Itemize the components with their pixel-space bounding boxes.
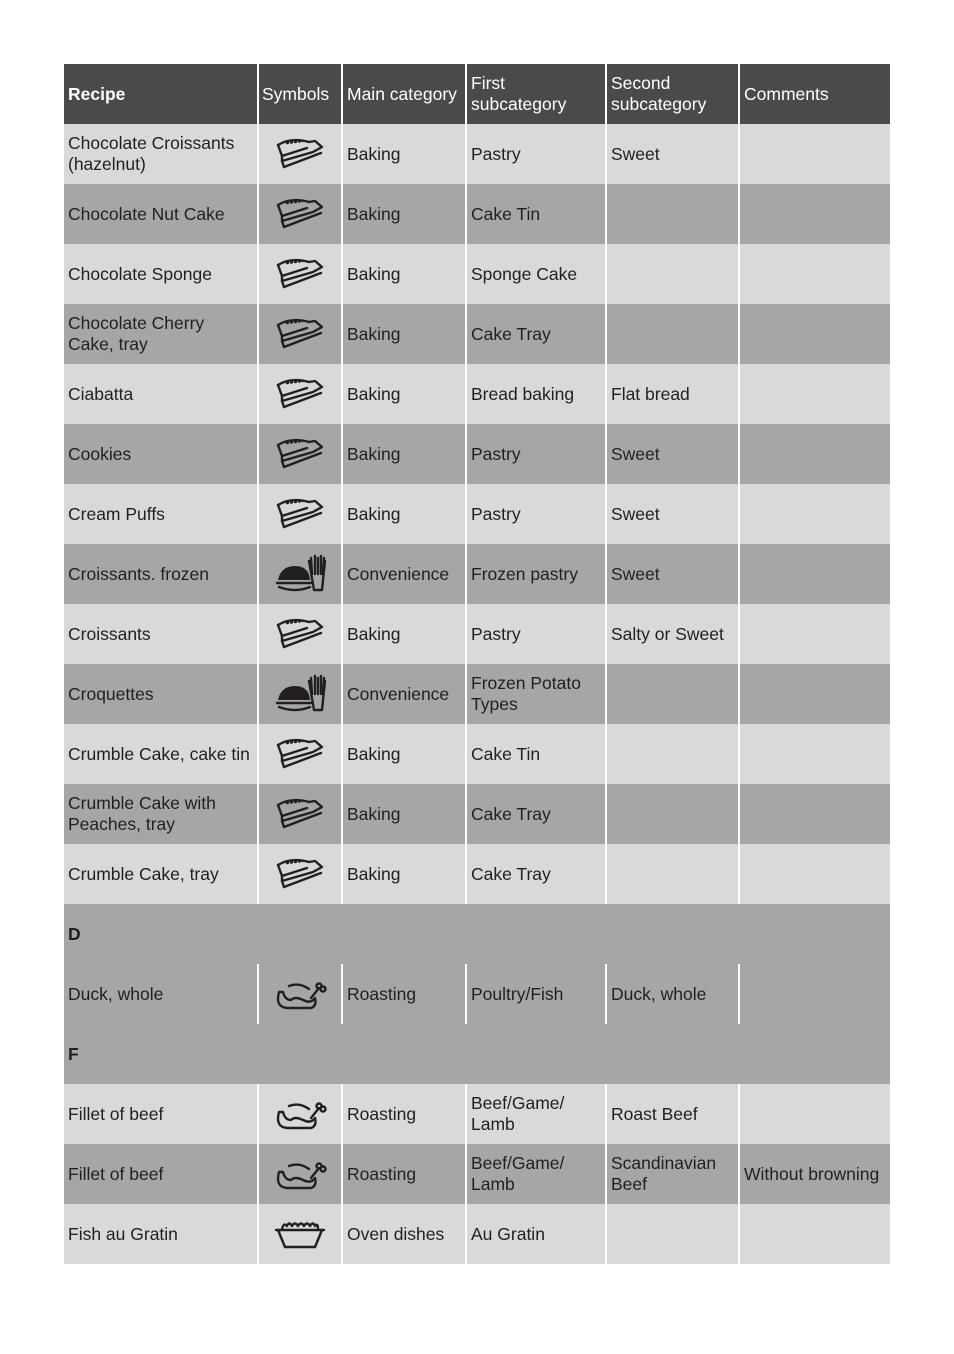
second-subcategory-cell: Flat bread bbox=[605, 364, 738, 424]
header-main-category: Main category bbox=[341, 64, 465, 124]
second-subcategory-cell bbox=[605, 244, 738, 304]
main-category-cell: Convenience bbox=[341, 664, 465, 724]
roasting-icon bbox=[273, 1094, 327, 1134]
convenience-icon bbox=[273, 554, 327, 594]
roasting-icon bbox=[273, 974, 327, 1014]
header-second-subcategory: Second subcategory bbox=[605, 64, 738, 124]
first-subcategory-cell: Cake Tin bbox=[465, 184, 605, 244]
symbol-cell bbox=[257, 364, 341, 424]
header-recipe: Recipe bbox=[68, 83, 126, 104]
recipe-cell: Ciabatta bbox=[68, 383, 134, 404]
symbol-cell bbox=[257, 304, 341, 364]
recipe-cell: Crumble Cake with Peaches, tray bbox=[68, 793, 216, 834]
symbol-cell bbox=[257, 664, 341, 724]
comments-cell: Without browning bbox=[738, 1144, 890, 1204]
symbol-cell bbox=[257, 424, 341, 484]
main-category-cell: Baking bbox=[341, 244, 465, 304]
symbol-cell bbox=[257, 484, 341, 544]
second-subcategory-cell: Sweet bbox=[605, 124, 738, 184]
baking-icon bbox=[273, 254, 327, 294]
recipe-cell: Crumble Cake, tray bbox=[68, 863, 219, 884]
table-row bbox=[64, 124, 890, 184]
table-row bbox=[64, 604, 890, 664]
recipe-cell: Fillet of beef bbox=[68, 1103, 164, 1124]
symbol-cell bbox=[257, 1204, 341, 1264]
symbol-cell bbox=[257, 604, 341, 664]
main-category-cell: Baking bbox=[341, 424, 465, 484]
second-subcategory-cell bbox=[605, 184, 738, 244]
recipe-cell: Croquettes bbox=[68, 683, 154, 704]
recipe-cell: Cookies bbox=[68, 443, 132, 464]
recipe-cell: Duck, whole bbox=[68, 983, 164, 1004]
second-subcategory-cell bbox=[605, 784, 738, 844]
table-row bbox=[64, 184, 890, 244]
comments-cell bbox=[738, 184, 890, 244]
section-row bbox=[64, 1024, 890, 1084]
table-row bbox=[64, 724, 890, 784]
main-category-cell: Roasting bbox=[341, 964, 465, 1024]
baking-icon bbox=[273, 494, 327, 534]
table-row bbox=[64, 1144, 890, 1204]
first-subcategory-cell: Pastry bbox=[465, 604, 605, 664]
comments-cell bbox=[738, 964, 890, 1024]
second-subcategory-cell: Sweet bbox=[605, 424, 738, 484]
second-subcategory-cell: Roast Beef bbox=[605, 1084, 738, 1144]
second-subcategory-cell bbox=[605, 664, 738, 724]
table-row bbox=[64, 544, 890, 604]
symbol-cell bbox=[257, 124, 341, 184]
baking-icon bbox=[273, 734, 327, 774]
baking-icon bbox=[273, 374, 327, 414]
oven-dish-icon bbox=[273, 1214, 327, 1254]
first-subcategory-cell: Bread baking bbox=[465, 364, 605, 424]
table-row bbox=[64, 484, 890, 544]
recipe-cell: Chocolate Sponge bbox=[68, 263, 212, 284]
comments-cell bbox=[738, 484, 890, 544]
table-row bbox=[64, 664, 890, 724]
comments-cell bbox=[738, 844, 890, 904]
main-category-cell: Roasting bbox=[341, 1084, 465, 1144]
first-subcategory-cell: Cake Tray bbox=[465, 304, 605, 364]
recipe-table bbox=[64, 64, 890, 1264]
table-header bbox=[64, 64, 890, 124]
main-category-cell: Roasting bbox=[341, 1144, 465, 1204]
main-category-cell: Baking bbox=[341, 484, 465, 544]
table-row bbox=[64, 964, 890, 1024]
first-subcategory-cell: Cake Tray bbox=[465, 844, 605, 904]
first-subcategory-cell: Cake Tin bbox=[465, 724, 605, 784]
first-subcategory-cell: Au Gratin bbox=[465, 1204, 605, 1264]
main-category-cell: Baking bbox=[341, 844, 465, 904]
symbol-cell bbox=[257, 1144, 341, 1204]
recipe-cell: Chocolate Cherry Cake, tray bbox=[68, 313, 205, 354]
table-row bbox=[64, 1204, 890, 1264]
recipe-cell: Fish au Gratin bbox=[68, 1223, 178, 1244]
comments-cell bbox=[738, 424, 890, 484]
main-category-cell: Baking bbox=[341, 784, 465, 844]
second-subcategory-cell bbox=[605, 1204, 738, 1264]
comments-cell bbox=[738, 304, 890, 364]
first-subcategory-cell: Pastry bbox=[465, 124, 605, 184]
symbol-cell bbox=[257, 1084, 341, 1144]
section-row bbox=[64, 904, 890, 964]
table-row bbox=[64, 784, 890, 844]
first-subcategory-cell: Pastry bbox=[465, 484, 605, 544]
first-subcategory-cell: Cake Tray bbox=[465, 784, 605, 844]
comments-cell bbox=[738, 784, 890, 844]
section-letter: D bbox=[68, 923, 81, 944]
baking-icon bbox=[273, 194, 327, 234]
baking-icon bbox=[273, 434, 327, 474]
recipe-cell: Croissants bbox=[68, 623, 151, 644]
comments-cell bbox=[738, 664, 890, 724]
first-subcategory-cell: Sponge Cake bbox=[465, 244, 605, 304]
first-subcategory-cell: Beef/Game/ Lamb bbox=[465, 1084, 605, 1144]
main-category-cell: Convenience bbox=[341, 544, 465, 604]
header-first-subcategory: First subcategory bbox=[465, 64, 605, 124]
recipe-cell: Chocolate Nut Cake bbox=[68, 203, 225, 224]
table-row bbox=[64, 424, 890, 484]
main-category-cell: Baking bbox=[341, 304, 465, 364]
second-subcategory-cell bbox=[605, 724, 738, 784]
baking-icon bbox=[273, 794, 327, 834]
first-subcategory-cell: Beef/Game/ Lamb bbox=[465, 1144, 605, 1204]
first-subcategory-cell: Frozen Potato Types bbox=[465, 664, 605, 724]
symbol-cell bbox=[257, 244, 341, 304]
comments-cell bbox=[738, 544, 890, 604]
second-subcategory-cell bbox=[605, 304, 738, 364]
main-category-cell: Baking bbox=[341, 604, 465, 664]
table-row bbox=[64, 364, 890, 424]
second-subcategory-cell bbox=[605, 844, 738, 904]
second-subcategory-cell: Duck, whole bbox=[605, 964, 738, 1024]
convenience-icon bbox=[273, 674, 327, 714]
table-row bbox=[64, 1084, 890, 1144]
baking-icon bbox=[273, 134, 327, 174]
baking-icon bbox=[273, 314, 327, 354]
table-row bbox=[64, 244, 890, 304]
main-category-cell: Baking bbox=[341, 724, 465, 784]
comments-cell bbox=[738, 1084, 890, 1144]
header-comments: Comments bbox=[738, 64, 890, 124]
comments-cell bbox=[738, 124, 890, 184]
baking-icon bbox=[273, 614, 327, 654]
second-subcategory-cell: Salty or Sweet bbox=[605, 604, 738, 664]
symbol-cell bbox=[257, 544, 341, 604]
recipe-cell: Fillet of beef bbox=[68, 1163, 164, 1184]
recipe-cell: Chocolate Croissants (hazelnut) bbox=[68, 133, 235, 174]
main-category-cell: Baking bbox=[341, 124, 465, 184]
comments-cell bbox=[738, 364, 890, 424]
symbol-cell bbox=[257, 724, 341, 784]
comments-cell bbox=[738, 724, 890, 784]
recipe-cell: Croissants. frozen bbox=[68, 563, 210, 584]
first-subcategory-cell: Frozen pastry bbox=[465, 544, 605, 604]
comments-cell bbox=[738, 1204, 890, 1264]
symbol-cell bbox=[257, 784, 341, 844]
symbol-cell bbox=[257, 844, 341, 904]
baking-icon bbox=[273, 854, 327, 894]
comments-cell bbox=[738, 244, 890, 304]
table-row bbox=[64, 844, 890, 904]
main-category-cell: Oven dishes bbox=[341, 1204, 465, 1264]
table-body bbox=[64, 124, 890, 1264]
second-subcategory-cell: Sweet bbox=[605, 484, 738, 544]
section-letter: F bbox=[68, 1043, 79, 1064]
recipe-cell: Crumble Cake, cake tin bbox=[68, 743, 250, 764]
recipe-cell: Cream Puffs bbox=[68, 503, 165, 524]
comments-cell bbox=[738, 604, 890, 664]
second-subcategory-cell: Scandinavian Beef bbox=[605, 1144, 738, 1204]
header-symbols: Symbols bbox=[257, 64, 341, 124]
second-subcategory-cell: Sweet bbox=[605, 544, 738, 604]
first-subcategory-cell: Pastry bbox=[465, 424, 605, 484]
symbol-cell bbox=[257, 964, 341, 1024]
first-subcategory-cell: Poultry/Fish bbox=[465, 964, 605, 1024]
main-category-cell: Baking bbox=[341, 364, 465, 424]
symbol-cell bbox=[257, 184, 341, 244]
main-category-cell: Baking bbox=[341, 184, 465, 244]
roasting-icon bbox=[273, 1154, 327, 1194]
table-row bbox=[64, 304, 890, 364]
